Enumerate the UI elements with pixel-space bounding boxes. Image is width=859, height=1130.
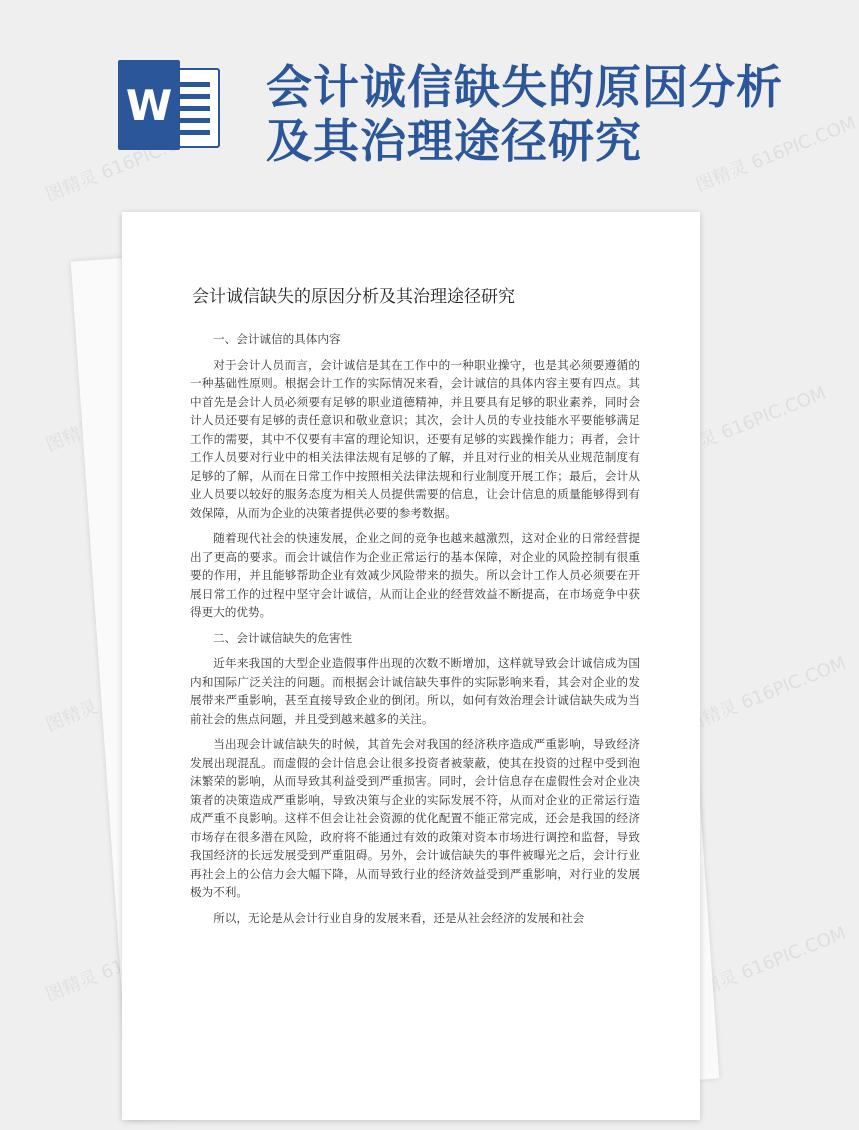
watermark: 图精灵 bbox=[42, 696, 101, 737]
word-document-icon bbox=[112, 60, 222, 150]
watermark: 图精灵 bbox=[42, 966, 101, 1007]
paragraph: 对于会计人员而言，会计诚信是其在工作中的一种职业操守，也是其必须要遵循的一种基础性原则。根据会计工作的实际情况来看，会计诚信的具体内容主要有四点。其中首先是会计人员必须要有足够的职业道德精神，并且要具有足够的职业素养，同时会计人员还要有足够的责任意识和敬业意识；其次，会计人员的专业技能水平要能够满足工作的需要，其中不仅要有丰富的理论知识，还要有足够的实践操作能力；再者，会计工作人员要对行业中的相关法律法规有足够的了解，并且对行业的相关从业规范制度有足够的了解，从而在日常工作中按照相关法律法规和行业制度开展工作；最后，会计从业人员要以较好的服务态度为相关人员提供需要的信息，让会计信息的质量能够得到有效保障，从而为企业的决策者提供必要的参考数据。 bbox=[190, 357, 640, 520]
word-letter-w: W bbox=[118, 60, 180, 150]
paragraph: 所以，无论是从会计行业自身的发展来看，还是从社会经济的发展和社会 bbox=[213, 910, 585, 925]
watermark: 图精灵 616PIC.COM bbox=[692, 112, 859, 197]
watermark: 图精灵 616PIC.COM bbox=[42, 122, 210, 207]
section-heading: 一、会计诚信的具体内容 bbox=[213, 332, 341, 346]
header-title: 会计诚信缺失的原因分析及其治理途径研究 bbox=[266, 60, 783, 168]
section-heading: 二、会计诚信缺失的危害性 bbox=[213, 630, 353, 645]
watermark: 图精灵 bbox=[42, 416, 101, 457]
document-page bbox=[122, 212, 700, 1120]
document-body bbox=[190, 330, 640, 934]
paragraph: 当出现会计诚信缺失的时候，其首先会对我国的经济秩序造成严重影响，导致经济发展出现混乱。而虚假的会计信息会让很多投资者被蒙蔽，使其在投资的过程中受到泡沫繁荣的影响，从而导致其利益受到严重损害。同时，会计信息存在虚假性会对企业决策者的决策造成严重影响，导致决策与企业的实际发展不符，从而对企业的正常运行造成严重不良影响。这样不但会让社会资源的优化配置不能正常完成，还会是我国的经济市场存在很多潜在风险，政府将不能通过有效的政策对资本市场进行调控和监督，导致我国经济的长远发展受到严重阻碍。另外，会计诚信缺失的事件被曝光之后，会计行业再社会上的公信力会大幅下降，从而导致行业的经济效益受到严重影响，对行业的发展极为不利。 bbox=[190, 737, 640, 899]
paragraph: 随着现代社会的快速发展，企业之间的竞争也越来越激烈，这对企业的日常经营提出了更高的要求。而会计诚信作为企业正常运行的基本保障，对企业的风险控制有很重要的作用，并且能够帮助企业有效减少风险带来的损失。所以会计工作人员必须要在开展日常工作的过程中坚守会计诚信，从而让企业的经营效益不断提高，在市场竞争中获得更大的优势。 bbox=[190, 531, 640, 619]
watermark: 图精灵 616PIC.COM bbox=[682, 922, 850, 1007]
document-title: 会计诚信缺失的原因分析及其治理途径研究 bbox=[192, 287, 515, 307]
watermark: 图精灵 616PIC.COM bbox=[662, 382, 830, 467]
watermark: 图精灵 616PIC.COM bbox=[682, 652, 850, 737]
paragraph: 近年来我国的大型企业造假事件出现的次数不断增加，这样就导致会计诚信成为国内和国际广泛关注的问题。而根据会计诚信缺失事件的实际影响来看，其会对企业的发展带来严重影响，甚至直接导致企业的倒闭。所以，如何有效治理会计诚信缺失成为当前社会的焦点问题，并且受到越来越多的关注。 bbox=[190, 656, 640, 726]
